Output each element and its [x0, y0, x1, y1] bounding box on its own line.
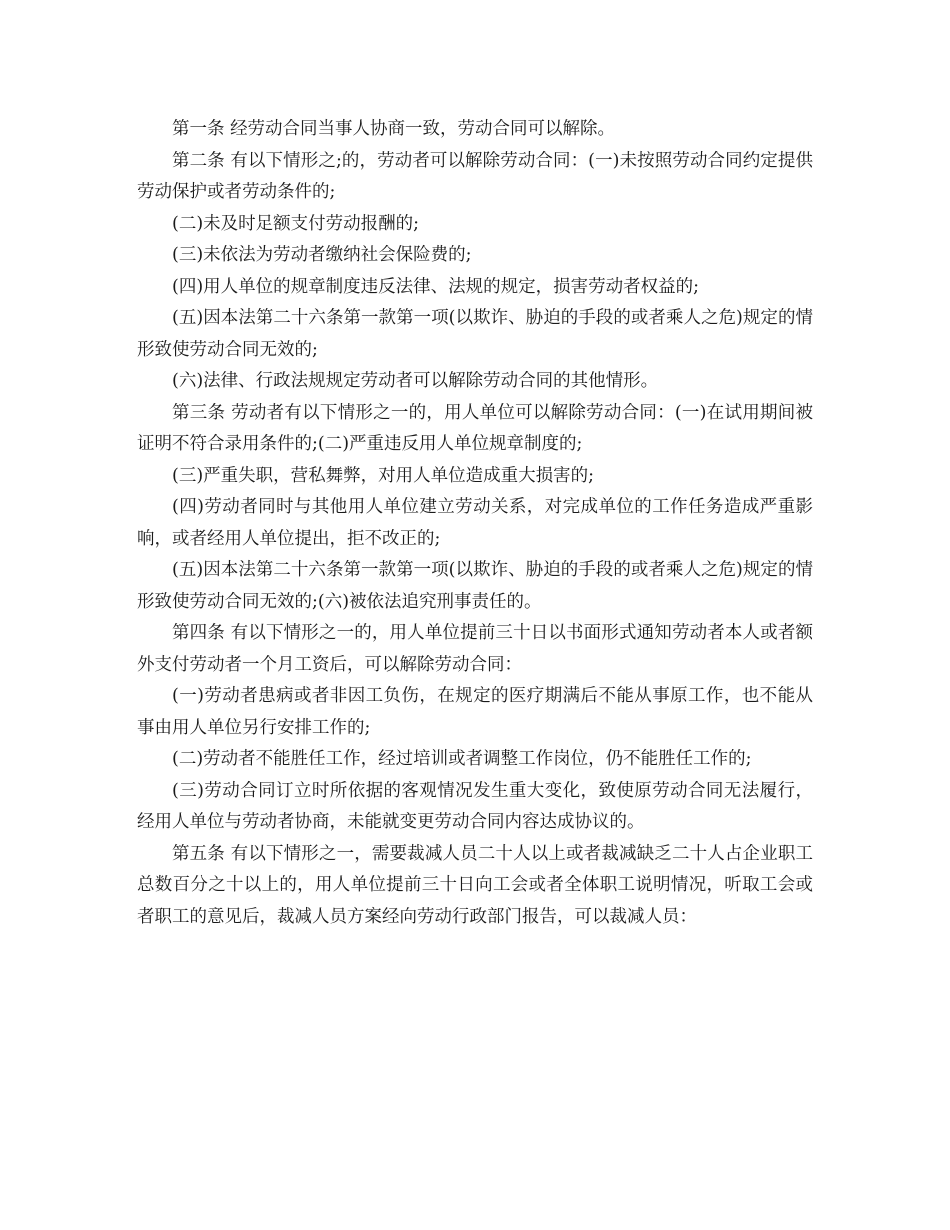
article-1: 第一条 经劳动合同当事人协商一致，劳动合同可以解除。	[172, 119, 616, 139]
article-2-item-6: (六)法律、行政法规规定劳动者可以解除劳动合同的其他情形。	[172, 371, 659, 391]
article-2: 第二条 有以下情形之;的，劳动者可以解除劳动合同：(一)未按照劳动合同约定提供劳动保护或者劳动条件的;	[137, 150, 813, 202]
article-5: 第五条 有以下情形之一，需要裁减人员二十人以上或者裁减缺乏二十人占企业职工总数百分之十以上的，用人单位提前三十日向工会或者全体职工说明情况，听取工会或者职工的意见后，裁减人员方案经向劳动行政部门报告，可以裁减人员：	[137, 843, 813, 927]
article-4-item-3: (三)劳动合同订立时所依据的客观情况发生重大变化，致使原劳动合同无法履行，经用人单位与劳动者协商，未能就变更劳动合同内容达成协议的。	[137, 780, 813, 832]
article-2-item-3: (三)未依法为劳动者缴纳社会保险费的;	[172, 245, 472, 265]
article-2-item-2: (二)未及时足额支付劳动报酬的;	[172, 213, 420, 234]
article-3: 第三条 劳动者有以下情形之一的，用人单位可以解除劳动合同：(一)在试用期间被证明不符合录用条件的;(二)严重违反用人单位规章制度的;	[137, 402, 813, 454]
article-4-item-1: (一)劳动者患病或者非因工负伤，在规定的医疗期满后不能从事原工作，也不能从事由用人单位另行安排工作的;	[137, 686, 813, 738]
article-4-item-2: (二)劳动者不能胜任工作，经过培训或者调整工作岗位，仍不能胜任工作的;	[172, 749, 752, 769]
article-2-item-4: (四)用人单位的规章制度违反法律、法规的规定，损害劳动者权益的;	[172, 276, 700, 297]
article-3-item-5: (五)因本法第二十六条第一款第一项(以欺诈、胁迫的手段的或者乘人之危)规定的情形致使劳动合同无效的;(六)被依法追究刑事责任的。	[137, 560, 813, 612]
article-3-item-3: (三)严重失职，营私舞弊，对用人单位造成重大损害的;	[172, 465, 595, 486]
article-3-item-4: (四)劳动者同时与其他用人单位建立劳动关系，对完成单位的工作任务造成严重影响，或者经用人单位提出，拒不改正的;	[137, 497, 813, 549]
article-2-item-5: (五)因本法第二十六条第一款第一项(以欺诈、胁迫的手段的或者乘人之危)规定的情形致使劳动合同无效的;	[137, 308, 813, 360]
article-4: 第四条 有以下情形之一的，用人单位提前三十日以书面形式通知劳动者本人或者额外支付劳动者一个月工资后，可以解除劳动合同：	[137, 623, 813, 675]
document-body	[137, 114, 813, 933]
